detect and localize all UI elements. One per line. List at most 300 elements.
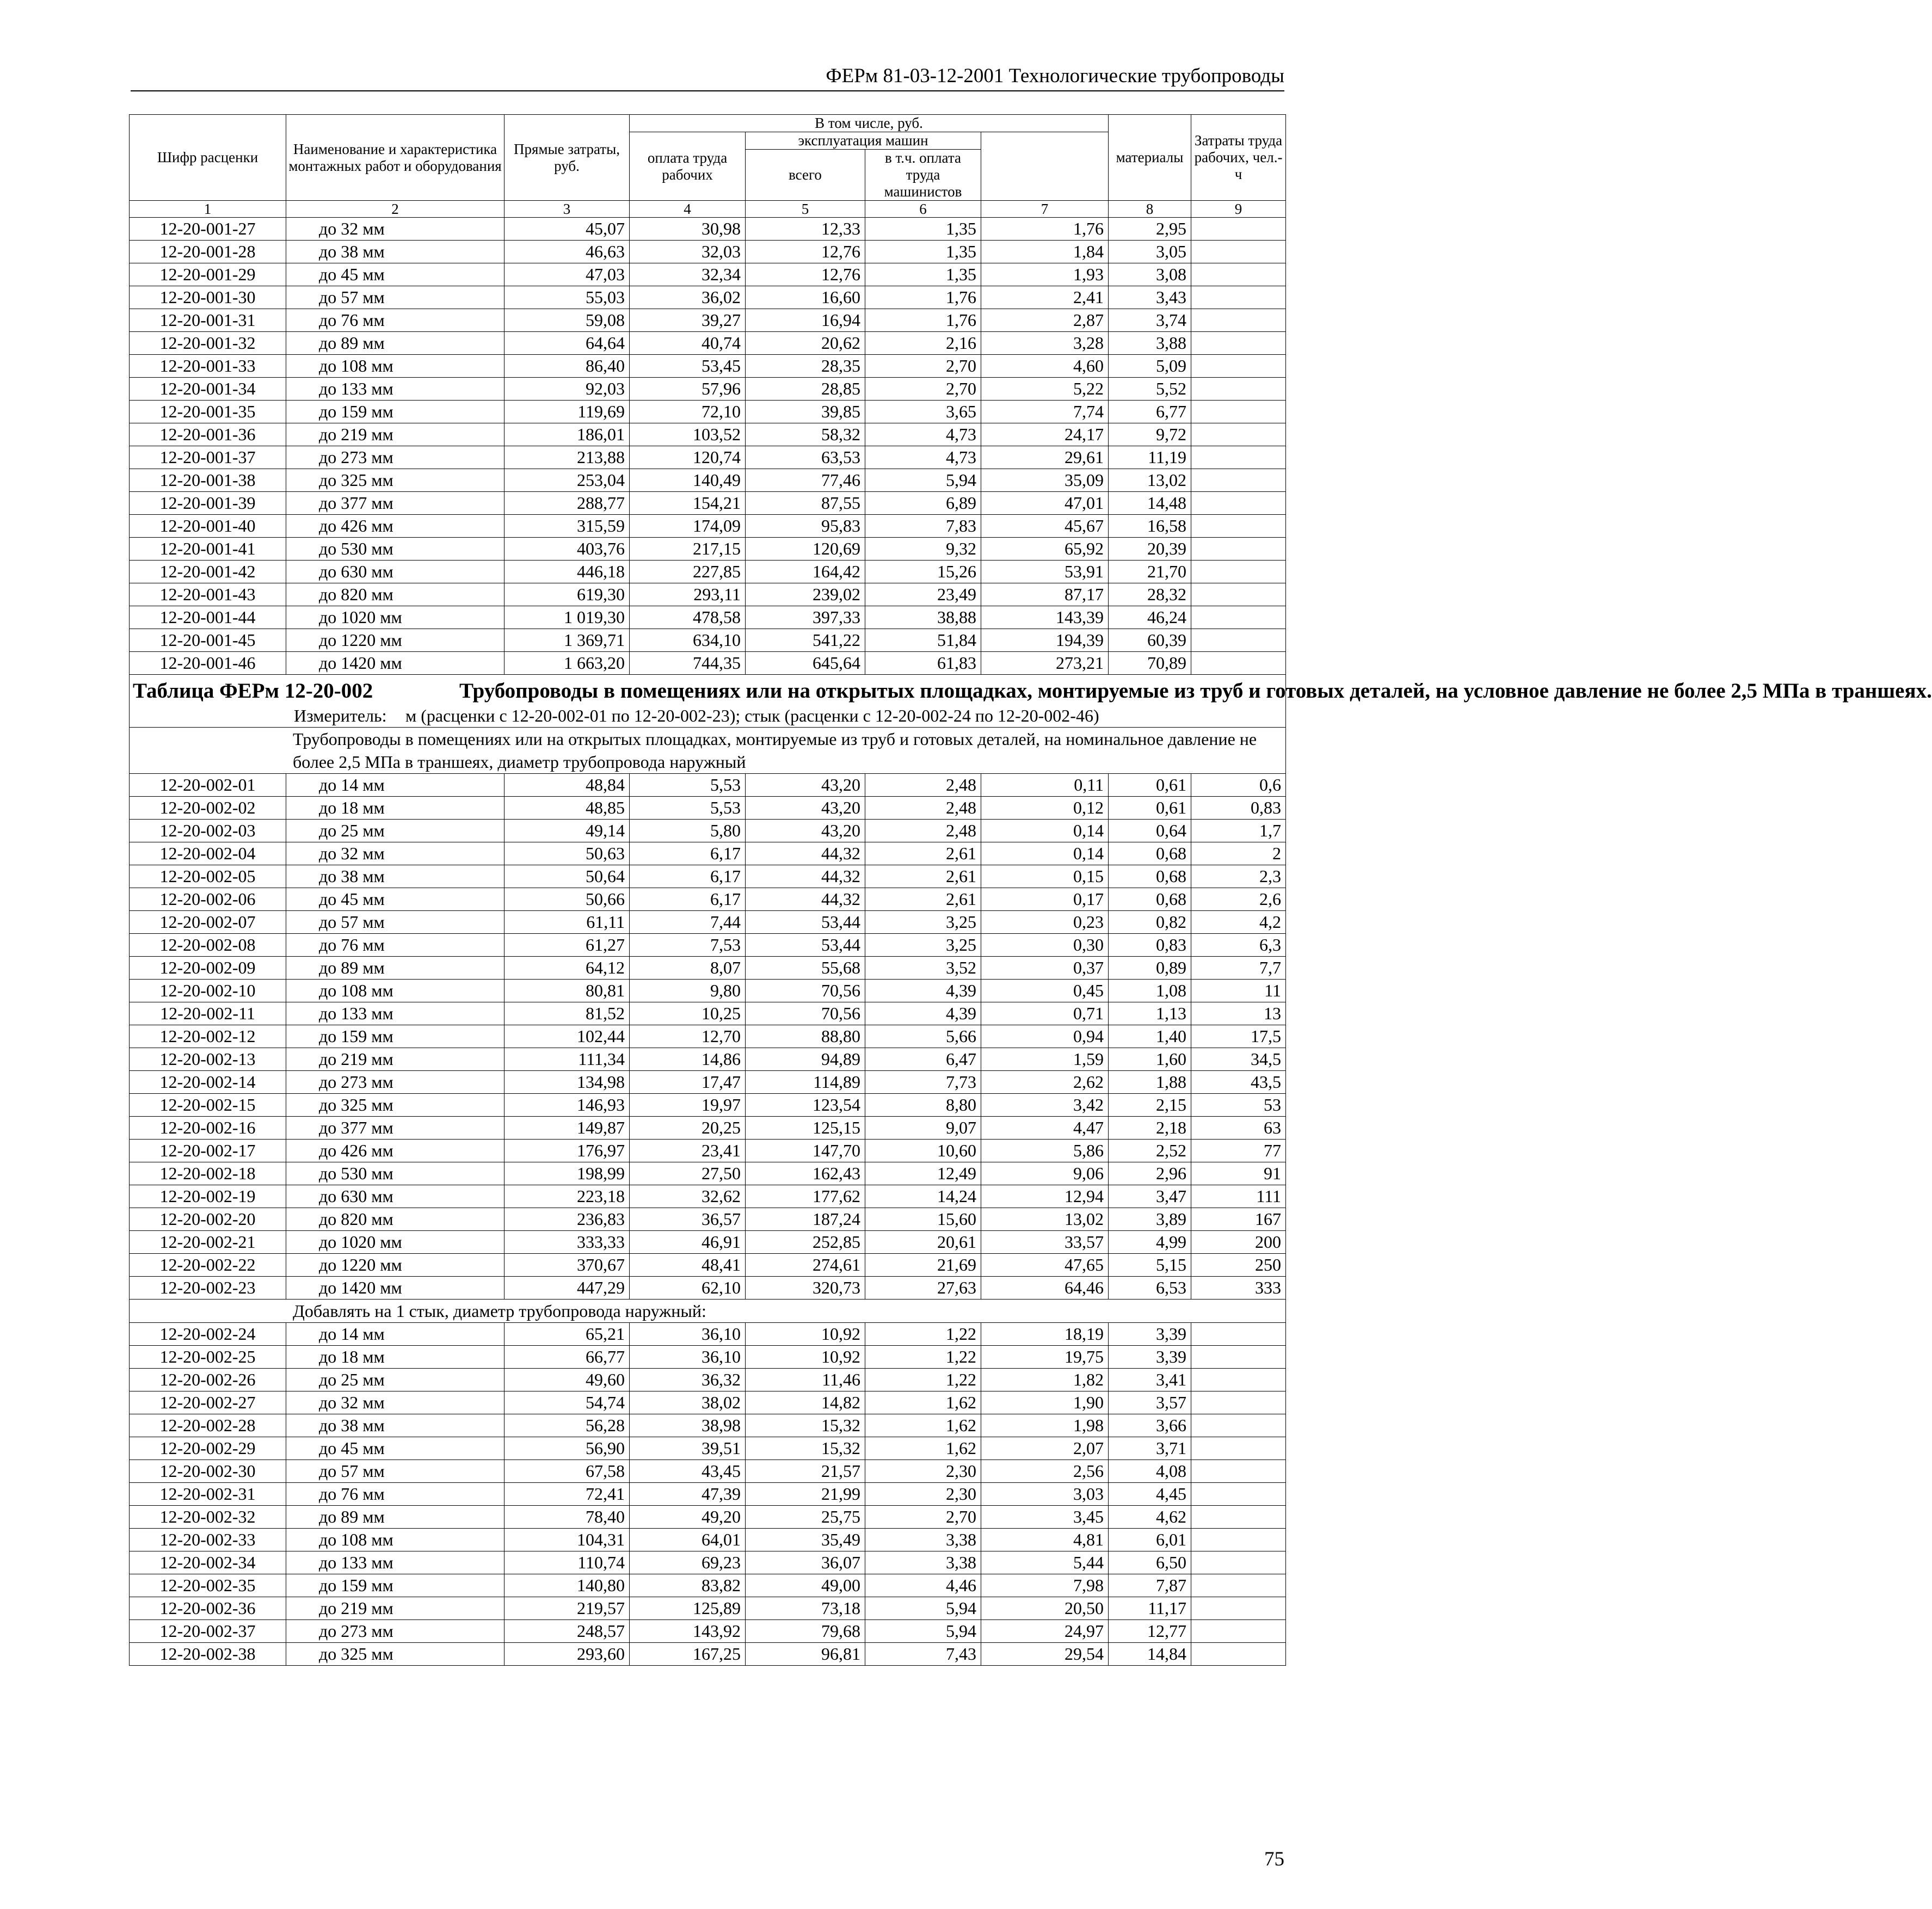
equipment-mass-cell: 250 bbox=[1191, 1254, 1286, 1277]
machines-labor-cell: 7,73 bbox=[865, 1071, 981, 1094]
equipment-mass-cell bbox=[1191, 1414, 1286, 1437]
direct-costs-cell: 198,99 bbox=[504, 1162, 630, 1185]
work-name-cell: до 14 мм bbox=[286, 774, 504, 797]
table-row bbox=[130, 1162, 1286, 1185]
equipment-mass-cell bbox=[1191, 1620, 1286, 1643]
direct-costs-cell: 253,04 bbox=[504, 469, 630, 492]
direct-costs-cell: 67,58 bbox=[504, 1460, 630, 1483]
direct-costs-cell: 333,33 bbox=[504, 1231, 630, 1254]
materials-cell: 5,44 bbox=[981, 1551, 1109, 1574]
machines-total-cell: 187,24 bbox=[746, 1208, 865, 1231]
equipment-mass-cell: 77 bbox=[1191, 1140, 1286, 1162]
materials-cell: 64,46 bbox=[981, 1277, 1109, 1300]
work-name-cell: до 133 мм bbox=[286, 1551, 504, 1574]
equipment-mass-cell bbox=[1191, 423, 1286, 446]
direct-costs-cell: 50,64 bbox=[504, 865, 630, 888]
materials-cell: 273,21 bbox=[981, 652, 1109, 675]
labor-pay-cell: 53,45 bbox=[630, 355, 746, 378]
machines-total-cell: 16,94 bbox=[746, 309, 865, 332]
machines-labor-cell: 1,76 bbox=[865, 309, 981, 332]
machines-total-cell: 162,43 bbox=[746, 1162, 865, 1185]
labor-hours-cell: 9,72 bbox=[1109, 423, 1191, 446]
labor-hours-cell: 3,89 bbox=[1109, 1208, 1191, 1231]
work-name-cell: до 325 мм bbox=[286, 1094, 504, 1117]
work-name-cell: до 1020 мм bbox=[286, 1231, 504, 1254]
labor-pay-cell: 103,52 bbox=[630, 423, 746, 446]
machines-total-cell: 239,02 bbox=[746, 583, 865, 606]
direct-costs-cell: 403,76 bbox=[504, 538, 630, 561]
labor-hours-cell: 2,15 bbox=[1109, 1094, 1191, 1117]
rate-code-cell: 12-20-001-44 bbox=[130, 606, 286, 629]
machines-labor-cell: 21,69 bbox=[865, 1254, 981, 1277]
materials-cell: 0,14 bbox=[981, 842, 1109, 865]
work-name-cell: до 219 мм bbox=[286, 1597, 504, 1620]
labor-hours-cell: 0,89 bbox=[1109, 957, 1191, 980]
work-name-cell: до 273 мм bbox=[286, 446, 504, 469]
table-row bbox=[130, 378, 1286, 401]
labor-pay-cell: 9,80 bbox=[630, 980, 746, 1002]
machines-labor-cell: 2,70 bbox=[865, 378, 981, 401]
equipment-mass-cell bbox=[1191, 515, 1286, 538]
rate-code-cell: 12-20-002-02 bbox=[130, 797, 286, 820]
labor-pay-cell: 125,89 bbox=[630, 1597, 746, 1620]
equipment-mass-cell bbox=[1191, 469, 1286, 492]
table-row bbox=[130, 1231, 1286, 1254]
rate-code-cell: 12-20-002-10 bbox=[130, 980, 286, 1002]
machines-labor-cell: 1,62 bbox=[865, 1437, 981, 1460]
machines-total-cell: 10,92 bbox=[746, 1346, 865, 1369]
work-name-cell: до 426 мм bbox=[286, 1140, 504, 1162]
machines-total-cell: 88,80 bbox=[746, 1025, 865, 1048]
machines-total-cell: 79,68 bbox=[746, 1620, 865, 1643]
rate-code-cell: 12-20-001-35 bbox=[130, 401, 286, 423]
work-name-cell: до 89 мм bbox=[286, 957, 504, 980]
work-name-cell: до 45 мм bbox=[286, 1437, 504, 1460]
table-row bbox=[130, 865, 1286, 888]
materials-cell: 1,90 bbox=[981, 1391, 1109, 1414]
work-name-cell: до 530 мм bbox=[286, 538, 504, 561]
labor-hours-cell: 0,61 bbox=[1109, 797, 1191, 820]
labor-pay-cell: 49,20 bbox=[630, 1506, 746, 1529]
machines-total-cell: 70,56 bbox=[746, 980, 865, 1002]
work-name-cell: до 108 мм bbox=[286, 355, 504, 378]
rate-code-cell: 12-20-002-36 bbox=[130, 1597, 286, 1620]
direct-costs-cell: 47,03 bbox=[504, 263, 630, 286]
labor-hours-cell: 12,77 bbox=[1109, 1620, 1191, 1643]
equipment-mass-cell bbox=[1191, 1551, 1286, 1574]
work-name-cell: до 32 мм bbox=[286, 842, 504, 865]
equipment-mass-cell bbox=[1191, 652, 1286, 675]
equipment-mass-cell: 17,5 bbox=[1191, 1025, 1286, 1048]
work-name-cell: до 1420 мм bbox=[286, 652, 504, 675]
labor-hours-cell: 28,32 bbox=[1109, 583, 1191, 606]
work-name-cell: до 57 мм bbox=[286, 1460, 504, 1483]
direct-costs-cell: 54,74 bbox=[504, 1391, 630, 1414]
labor-hours-cell: 2,96 bbox=[1109, 1162, 1191, 1185]
labor-pay-cell: 38,02 bbox=[630, 1391, 746, 1414]
rate-code-cell: 12-20-002-07 bbox=[130, 911, 286, 934]
labor-hours-cell: 3,57 bbox=[1109, 1391, 1191, 1414]
labor-hours-cell: 3,43 bbox=[1109, 286, 1191, 309]
machines-labor-cell: 4,73 bbox=[865, 423, 981, 446]
materials-cell: 2,41 bbox=[981, 286, 1109, 309]
materials-cell: 0,15 bbox=[981, 865, 1109, 888]
table-row bbox=[130, 1574, 1286, 1597]
table-row bbox=[130, 469, 1286, 492]
machines-total-cell: 95,83 bbox=[746, 515, 865, 538]
labor-pay-cell: 5,80 bbox=[630, 820, 746, 842]
materials-cell: 9,06 bbox=[981, 1162, 1109, 1185]
header-rule bbox=[131, 90, 1284, 91]
labor-hours-cell: 14,84 bbox=[1109, 1643, 1191, 1666]
rate-code-cell: 12-20-001-42 bbox=[130, 561, 286, 583]
labor-hours-cell: 1,08 bbox=[1109, 980, 1191, 1002]
labor-pay-cell: 167,25 bbox=[630, 1643, 746, 1666]
labor-hours-cell: 0,61 bbox=[1109, 774, 1191, 797]
table-row bbox=[130, 309, 1286, 332]
rate-code-cell: 12-20-001-38 bbox=[130, 469, 286, 492]
labor-hours-cell: 4,08 bbox=[1109, 1460, 1191, 1483]
rate-code-cell: 12-20-001-32 bbox=[130, 332, 286, 355]
work-name-cell: до 159 мм bbox=[286, 1025, 504, 1048]
machines-labor-cell: 2,30 bbox=[865, 1460, 981, 1483]
column-number: 4 bbox=[630, 201, 746, 218]
equipment-mass-cell: 111 bbox=[1191, 1185, 1286, 1208]
machines-labor-cell: 1,62 bbox=[865, 1391, 981, 1414]
direct-costs-cell: 1 369,71 bbox=[504, 629, 630, 652]
table-row bbox=[130, 1025, 1286, 1048]
machines-labor-cell: 2,30 bbox=[865, 1483, 981, 1506]
machines-labor-cell: 2,48 bbox=[865, 820, 981, 842]
machines-total-cell: 21,99 bbox=[746, 1483, 865, 1506]
equipment-mass-cell: 63 bbox=[1191, 1117, 1286, 1140]
direct-costs-cell: 66,77 bbox=[504, 1346, 630, 1369]
direct-costs-cell: 56,28 bbox=[504, 1414, 630, 1437]
rate-code-cell: 12-20-002-17 bbox=[130, 1140, 286, 1162]
direct-costs-cell: 140,80 bbox=[504, 1574, 630, 1597]
labor-pay-cell: 6,17 bbox=[630, 865, 746, 888]
labor-pay-cell: 46,91 bbox=[630, 1231, 746, 1254]
machines-labor-cell: 1,22 bbox=[865, 1323, 981, 1346]
labor-pay-cell: 143,92 bbox=[630, 1620, 746, 1643]
materials-cell: 1,98 bbox=[981, 1414, 1109, 1437]
equipment-mass-cell bbox=[1191, 1460, 1286, 1483]
section2-note: Добавлять на 1 стык, диаметр трубопровода наружный: bbox=[130, 1300, 1286, 1323]
work-name-cell: до 57 мм bbox=[286, 286, 504, 309]
equipment-mass-cell bbox=[1191, 218, 1286, 241]
rate-code-cell: 12-20-001-37 bbox=[130, 446, 286, 469]
running-head: ФЕРм 81-03-12-2001 Технологические трубопроводы bbox=[826, 65, 1284, 87]
column-number: 1 bbox=[130, 201, 286, 218]
machines-labor-cell: 4,39 bbox=[865, 980, 981, 1002]
labor-hours-cell: 3,66 bbox=[1109, 1414, 1191, 1437]
rate-code-cell: 12-20-001-43 bbox=[130, 583, 286, 606]
materials-cell: 65,92 bbox=[981, 538, 1109, 561]
column-number: 3 bbox=[504, 201, 630, 218]
direct-costs-cell: 119,69 bbox=[504, 401, 630, 423]
rate-code-cell: 12-20-002-28 bbox=[130, 1414, 286, 1437]
work-name-cell: до 325 мм bbox=[286, 469, 504, 492]
work-name-cell: до 377 мм bbox=[286, 1117, 504, 1140]
labor-hours-cell: 14,48 bbox=[1109, 492, 1191, 515]
table-row bbox=[130, 1414, 1286, 1437]
labor-pay-cell: 8,07 bbox=[630, 957, 746, 980]
machines-total-cell: 14,82 bbox=[746, 1391, 865, 1414]
machines-total-cell: 147,70 bbox=[746, 1140, 865, 1162]
materials-cell: 7,98 bbox=[981, 1574, 1109, 1597]
materials-cell: 1,59 bbox=[981, 1048, 1109, 1071]
equipment-mass-cell bbox=[1191, 629, 1286, 652]
labor-hours-cell: 46,24 bbox=[1109, 606, 1191, 629]
header-direct: Прямые затраты, руб. bbox=[504, 115, 630, 201]
work-name-cell: до 630 мм bbox=[286, 561, 504, 583]
labor-hours-cell: 5,09 bbox=[1109, 355, 1191, 378]
machines-labor-cell: 5,94 bbox=[865, 1620, 981, 1643]
machines-labor-cell: 4,73 bbox=[865, 446, 981, 469]
materials-cell: 87,17 bbox=[981, 583, 1109, 606]
labor-pay-cell: 32,34 bbox=[630, 263, 746, 286]
machines-total-cell: 77,46 bbox=[746, 469, 865, 492]
rate-code-cell: 12-20-001-46 bbox=[130, 652, 286, 675]
labor-pay-cell: 48,41 bbox=[630, 1254, 746, 1277]
table-row bbox=[130, 1551, 1286, 1574]
labor-hours-cell: 13,02 bbox=[1109, 469, 1191, 492]
rate-code-cell: 12-20-001-28 bbox=[130, 241, 286, 263]
work-name-cell: до 76 мм bbox=[286, 309, 504, 332]
machines-total-cell: 645,64 bbox=[746, 652, 865, 675]
column-number: 5 bbox=[746, 201, 865, 218]
labor-pay-cell: 32,03 bbox=[630, 241, 746, 263]
table-row bbox=[130, 1208, 1286, 1231]
materials-cell: 13,02 bbox=[981, 1208, 1109, 1231]
equipment-mass-cell: 53 bbox=[1191, 1094, 1286, 1117]
labor-pay-cell: 10,25 bbox=[630, 1002, 746, 1025]
labor-pay-cell: 38,98 bbox=[630, 1414, 746, 1437]
equipment-mass-cell bbox=[1191, 492, 1286, 515]
labor-hours-cell: 20,39 bbox=[1109, 538, 1191, 561]
table-row bbox=[130, 1369, 1286, 1391]
direct-costs-cell: 64,64 bbox=[504, 332, 630, 355]
labor-pay-cell: 62,10 bbox=[630, 1277, 746, 1300]
machines-labor-cell: 2,48 bbox=[865, 774, 981, 797]
machines-total-cell: 43,20 bbox=[746, 820, 865, 842]
table-row bbox=[130, 1323, 1286, 1346]
labor-pay-cell: 217,15 bbox=[630, 538, 746, 561]
work-name-cell: до 820 мм bbox=[286, 583, 504, 606]
direct-costs-cell: 315,59 bbox=[504, 515, 630, 538]
machines-total-cell: 35,49 bbox=[746, 1529, 865, 1551]
table-row bbox=[130, 957, 1286, 980]
direct-costs-cell: 61,11 bbox=[504, 911, 630, 934]
table-row bbox=[130, 492, 1286, 515]
machines-labor-cell: 6,47 bbox=[865, 1048, 981, 1071]
direct-costs-cell: 65,21 bbox=[504, 1323, 630, 1346]
direct-costs-cell: 49,60 bbox=[504, 1369, 630, 1391]
rate-code-cell: 12-20-001-40 bbox=[130, 515, 286, 538]
materials-cell: 47,65 bbox=[981, 1254, 1109, 1277]
table-row bbox=[130, 1620, 1286, 1643]
work-name-cell: до 426 мм bbox=[286, 515, 504, 538]
rate-code-cell: 12-20-002-05 bbox=[130, 865, 286, 888]
header-machines-labor: в т.ч. оплата труда машинистов bbox=[865, 150, 981, 201]
direct-costs-cell: 72,41 bbox=[504, 1483, 630, 1506]
table-header bbox=[130, 115, 1286, 218]
rows-12-20-001 bbox=[130, 218, 1286, 675]
table-row bbox=[130, 1002, 1286, 1025]
machines-total-cell: 87,55 bbox=[746, 492, 865, 515]
machines-labor-cell: 3,38 bbox=[865, 1551, 981, 1574]
materials-cell: 20,50 bbox=[981, 1597, 1109, 1620]
materials-cell: 2,62 bbox=[981, 1071, 1109, 1094]
labor-pay-cell: 19,97 bbox=[630, 1094, 746, 1117]
machines-labor-cell: 2,48 bbox=[865, 797, 981, 820]
labor-hours-cell: 11,17 bbox=[1109, 1597, 1191, 1620]
rate-code-cell: 12-20-002-34 bbox=[130, 1551, 286, 1574]
work-name-cell: до 159 мм bbox=[286, 1574, 504, 1597]
materials-cell: 1,93 bbox=[981, 263, 1109, 286]
labor-hours-cell: 3,74 bbox=[1109, 309, 1191, 332]
labor-pay-cell: 27,50 bbox=[630, 1162, 746, 1185]
column-numbers-row bbox=[130, 201, 1286, 218]
machines-labor-cell: 15,60 bbox=[865, 1208, 981, 1231]
labor-pay-cell: 227,85 bbox=[630, 561, 746, 583]
labor-pay-cell: 7,44 bbox=[630, 911, 746, 934]
machines-total-cell: 114,89 bbox=[746, 1071, 865, 1094]
machines-total-cell: 58,32 bbox=[746, 423, 865, 446]
equipment-mass-cell: 13 bbox=[1191, 1002, 1286, 1025]
machines-labor-cell: 5,94 bbox=[865, 1597, 981, 1620]
labor-pay-cell: 6,17 bbox=[630, 888, 746, 911]
table-row bbox=[130, 629, 1286, 652]
table-row bbox=[130, 515, 1286, 538]
machines-labor-cell: 4,46 bbox=[865, 1574, 981, 1597]
equipment-mass-cell bbox=[1191, 1483, 1286, 1506]
rate-code-cell: 12-20-002-20 bbox=[130, 1208, 286, 1231]
equipment-mass-cell bbox=[1191, 309, 1286, 332]
meter-label: Измеритель: bbox=[294, 706, 387, 725]
header-code: Шифр расценки bbox=[130, 115, 286, 201]
machines-labor-cell: 1,76 bbox=[865, 286, 981, 309]
machines-labor-cell: 15,26 bbox=[865, 561, 981, 583]
machines-labor-cell: 2,61 bbox=[865, 842, 981, 865]
direct-costs-cell: 1 663,20 bbox=[504, 652, 630, 675]
labor-hours-cell: 4,45 bbox=[1109, 1483, 1191, 1506]
table-row bbox=[130, 1254, 1286, 1277]
rate-code-cell: 12-20-002-30 bbox=[130, 1460, 286, 1483]
rate-code-cell: 12-20-002-16 bbox=[130, 1117, 286, 1140]
rate-code-cell: 12-20-002-13 bbox=[130, 1048, 286, 1071]
table-row bbox=[130, 446, 1286, 469]
labor-hours-cell: 70,89 bbox=[1109, 652, 1191, 675]
labor-pay-cell: 634,10 bbox=[630, 629, 746, 652]
machines-total-cell: 541,22 bbox=[746, 629, 865, 652]
direct-costs-cell: 146,93 bbox=[504, 1094, 630, 1117]
labor-pay-cell: 36,10 bbox=[630, 1346, 746, 1369]
materials-cell: 1,76 bbox=[981, 218, 1109, 241]
labor-pay-cell: 69,23 bbox=[630, 1551, 746, 1574]
labor-hours-cell: 1,40 bbox=[1109, 1025, 1191, 1048]
labor-pay-cell: 36,32 bbox=[630, 1369, 746, 1391]
direct-costs-cell: 56,90 bbox=[504, 1437, 630, 1460]
work-name-cell: до 57 мм bbox=[286, 911, 504, 934]
rate-code-cell: 12-20-002-38 bbox=[130, 1643, 286, 1666]
machines-total-cell: 10,92 bbox=[746, 1323, 865, 1346]
direct-costs-cell: 446,18 bbox=[504, 561, 630, 583]
materials-cell: 194,39 bbox=[981, 629, 1109, 652]
machines-total-cell: 44,32 bbox=[746, 865, 865, 888]
labor-hours-cell: 7,87 bbox=[1109, 1574, 1191, 1597]
column-number: 7 bbox=[981, 201, 1109, 218]
table-row bbox=[130, 286, 1286, 309]
table-row bbox=[130, 401, 1286, 423]
machines-labor-cell: 2,61 bbox=[865, 888, 981, 911]
machines-labor-cell: 2,61 bbox=[865, 865, 981, 888]
machines-labor-cell: 4,39 bbox=[865, 1002, 981, 1025]
rate-code-cell: 12-20-001-45 bbox=[130, 629, 286, 652]
work-name-cell: до 14 мм bbox=[286, 1323, 504, 1346]
direct-costs-cell: 48,84 bbox=[504, 774, 630, 797]
work-name-cell: до 219 мм bbox=[286, 423, 504, 446]
table-row bbox=[130, 934, 1286, 957]
table-row bbox=[130, 241, 1286, 263]
machines-total-cell: 39,85 bbox=[746, 401, 865, 423]
equipment-mass-cell: 7,7 bbox=[1191, 957, 1286, 980]
labor-pay-cell: 30,98 bbox=[630, 218, 746, 241]
labor-hours-cell: 0,82 bbox=[1109, 911, 1191, 934]
labor-pay-cell: 83,82 bbox=[630, 1574, 746, 1597]
work-name-cell: до 32 мм bbox=[286, 218, 504, 241]
section2-note-block bbox=[130, 1300, 1286, 1323]
materials-cell: 0,14 bbox=[981, 820, 1109, 842]
rates-table bbox=[129, 114, 1932, 1666]
equipment-mass-cell bbox=[1191, 1597, 1286, 1620]
machines-total-cell: 177,62 bbox=[746, 1185, 865, 1208]
table-row bbox=[130, 1437, 1286, 1460]
machines-total-cell: 44,32 bbox=[746, 888, 865, 911]
labor-hours-cell: 3,05 bbox=[1109, 241, 1191, 263]
machines-total-cell: 28,85 bbox=[746, 378, 865, 401]
machines-total-cell: 15,32 bbox=[746, 1437, 865, 1460]
labor-hours-cell: 3,08 bbox=[1109, 263, 1191, 286]
equipment-mass-cell bbox=[1191, 332, 1286, 355]
materials-cell: 53,91 bbox=[981, 561, 1109, 583]
machines-total-cell: 12,33 bbox=[746, 218, 865, 241]
work-name-cell: до 530 мм bbox=[286, 1162, 504, 1185]
materials-cell: 143,39 bbox=[981, 606, 1109, 629]
machines-total-cell: 53,44 bbox=[746, 911, 865, 934]
direct-costs-cell: 48,85 bbox=[504, 797, 630, 820]
equipment-mass-cell bbox=[1191, 263, 1286, 286]
equipment-mass-cell: 4,2 bbox=[1191, 911, 1286, 934]
materials-cell: 0,45 bbox=[981, 980, 1109, 1002]
machines-total-cell: 73,18 bbox=[746, 1597, 865, 1620]
materials-cell: 0,37 bbox=[981, 957, 1109, 980]
rate-code-cell: 12-20-002-25 bbox=[130, 1346, 286, 1369]
equipment-mass-cell bbox=[1191, 1369, 1286, 1391]
equipment-mass-cell bbox=[1191, 1323, 1286, 1346]
machines-total-cell: 123,54 bbox=[746, 1094, 865, 1117]
table-row bbox=[130, 1048, 1286, 1071]
materials-cell: 29,54 bbox=[981, 1643, 1109, 1666]
work-name-cell: до 89 мм bbox=[286, 332, 504, 355]
work-name-cell: до 89 мм bbox=[286, 1506, 504, 1529]
equipment-mass-cell: 2,6 bbox=[1191, 888, 1286, 911]
table-row bbox=[130, 1460, 1286, 1483]
materials-cell: 0,12 bbox=[981, 797, 1109, 820]
labor-pay-cell: 32,62 bbox=[630, 1185, 746, 1208]
equipment-mass-cell bbox=[1191, 583, 1286, 606]
labor-hours-cell: 3,39 bbox=[1109, 1323, 1191, 1346]
